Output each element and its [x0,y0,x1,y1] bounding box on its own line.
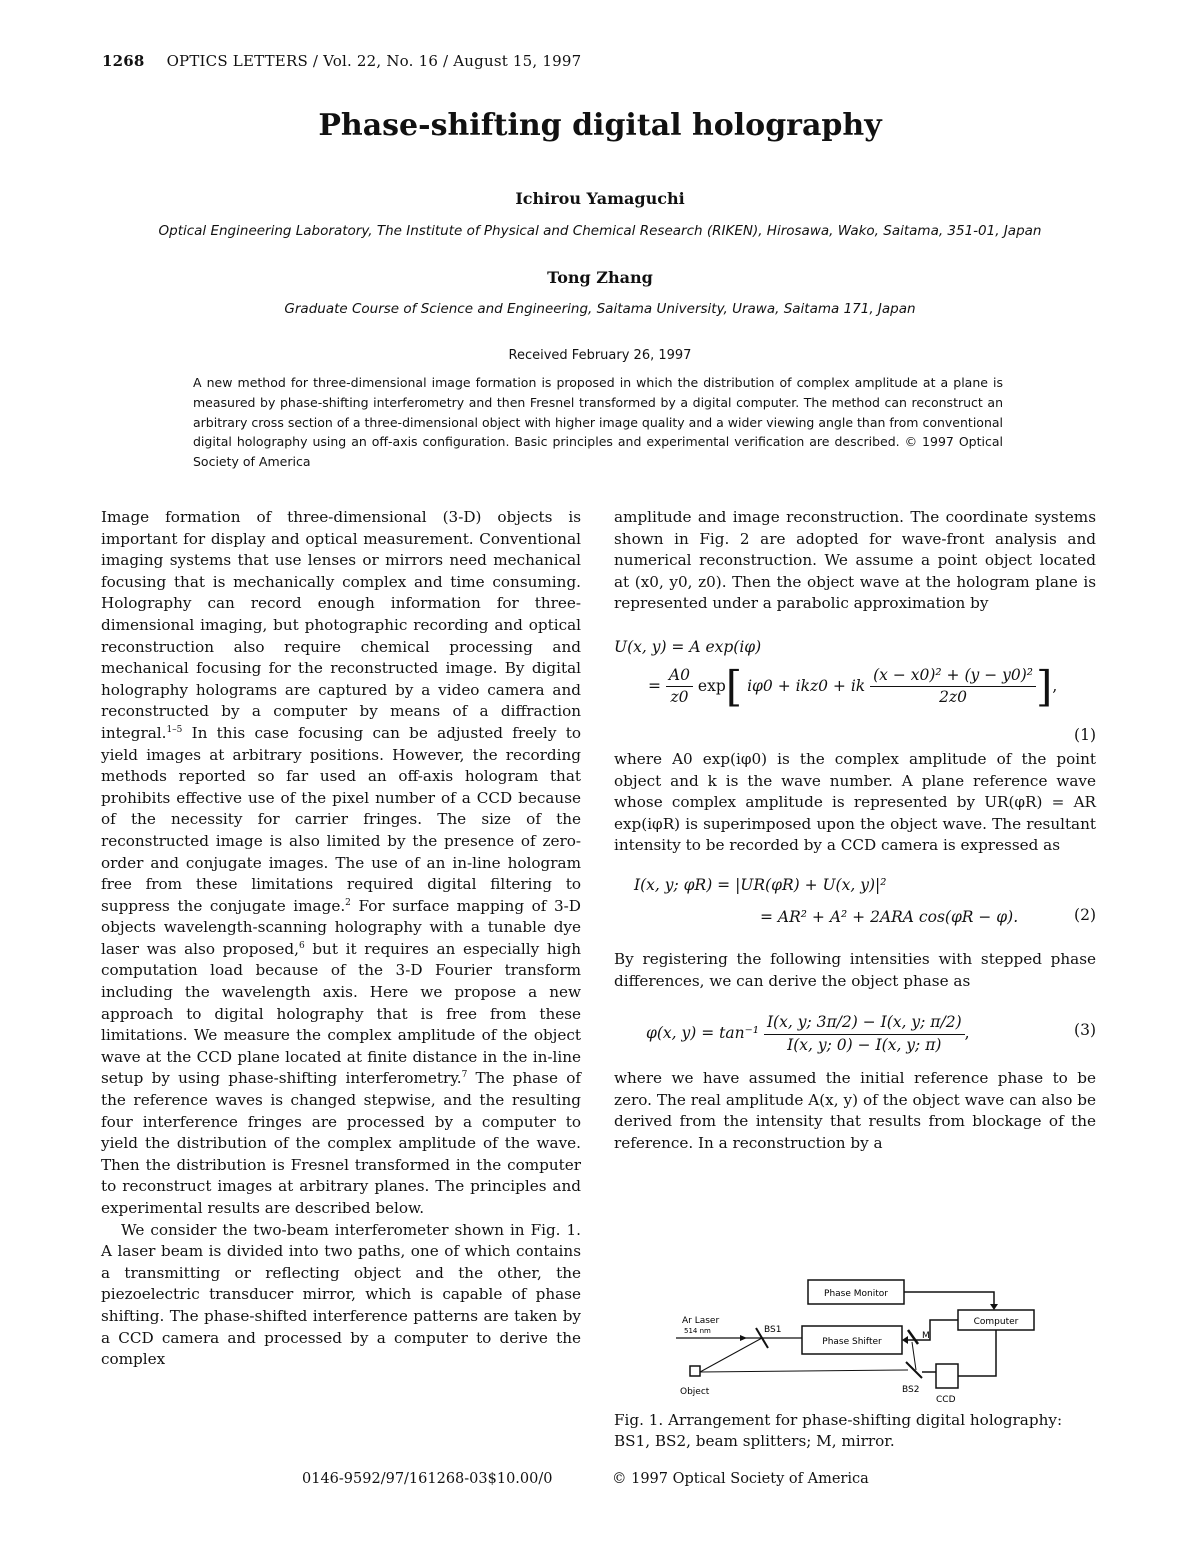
author-name: Ichirou Yamaguchi [515,189,685,208]
equation-1: U(x, y) = A exp(iφ) = $\frac{A0}{z0}$ exp[ iφ0 + ikz0 + ik $\frac{\text{(x − x0)² + (y − y0)²}}{2z0}$ ], (1) [614,637,1096,749]
abstract: A new method for three-dimensional image formation is proposed in which the distribution of complex amplitude at a plane is measured by phase-shifting interferometry and then Fresnel transformed by a digital computer. The method can reconstruct an arbitrary cross section of a three-dimensional object with higher image quality and a wider viewing angle than from conventional digital holography using an off-axis configuration. Basic principles and experimental verification are described. © 1997 Optical Society of America [193,375,1003,470]
paragraph: where we have assumed the initial reference phase to be zero. The real amplitude A(x, y) of the object wave can also be derived from the intensity that results from blockage of the reference. In a reconstruction by a [614,1069,1096,1152]
object-icon [690,1366,700,1376]
author-name: Tong Zhang [547,268,653,287]
equation-2: I(x, y; φR) = |UR(φR) + U(x, y)|² = AR² + A² + 2ARA cos(φR − φ). (2) [634,875,1096,926]
mirror [908,1330,918,1344]
wavelength-label: 514 nm [684,1327,711,1335]
paragraph: where A0 exp(iφ0) is the complex amplitude of the point object and k is the wave number. A plane reference wave whose complex amplitude is represented by UR(φR) = AR exp(iφR) is superimposed upon the object wave. The resultant intensity to be recorded by a CCD camera is expressed as [614,749,1096,855]
paragraph: amplitude and image reconstruction. The coordinate systems shown in Fig. 2 are adopted for wave-front analysis and numerical reconstruction. We assume a point object located at (x0, y0, z0). Then the object wave at the hologram plane is represented under a parabolic approximation by [614,508,1096,613]
citation-ref[interactable]: 6 [298,940,305,951]
equation-number: (3) [1074,1021,1096,1040]
running-head [102,52,581,70]
paragraph: We consider the two-beam interferometer shown in Fig. 1. A laser beam is divided into two paths, one of which contains a transmitting or reflecting object and the other, the piezoelectric transducer mirror, which is capable of phase shifting. The phase-shifted interference patterns are taken by a CCD camera and processed by a computer to derive the complex [101,1220,581,1369]
author-affiliation: Optical Engineering Laboratory, The Institute of Physical and Chemical Research (RIKEN), Hirosawa, Wako, Saitama, 351-01, Japan [158,223,1042,239]
equation-number: (2) [1074,905,1096,924]
phase-shifter-label: Phase Shifter [822,1337,882,1347]
figure-1-diagram [640,1276,1080,1406]
equation-3: φ(x, y) = tan⁻¹ $\frac{I(x, y; 3\pi/2) - I(x, y; \pi/2)}{I(x, y; 0) - I(x, y; \pi)}$ , (3) [646,1013,1096,1054]
object-label: Object [680,1387,710,1397]
footer-copyright: © 1997 Optical Society of America [612,1471,869,1487]
author-affiliation: Graduate Course of Science and Engineering, Saitama University, Urawa, Saitama 171, Japan [284,301,916,317]
left-column [101,507,581,1371]
citation-ref[interactable]: 1–5 [166,724,183,735]
equation-number: (1) [1074,725,1096,744]
m-label: M [922,1331,930,1341]
bs2-label: BS2 [902,1385,920,1395]
phase-monitor-label: Phase Monitor [824,1289,888,1299]
bs1-label: BS1 [764,1325,782,1335]
received-date: Received February 26, 1997 [508,348,692,363]
citation-ref[interactable]: 7 [461,1070,468,1081]
citation-ref[interactable]: 2 [345,897,351,908]
ccd-label: CCD [936,1395,956,1405]
journal-citation: OPTICS LETTERS / Vol. 22, No. 16 / August 15, 1997 [166,52,582,70]
laser-label: Ar Laser [682,1316,720,1326]
footer-code: 0146-9592/97/161268-03$10.00/0 [302,1471,553,1487]
paragraph: Image formation of three-dimensional (3-D) objects is important for display and optical measurement. Conventional imaging systems that use lenses or mirrors need mechanical focusing that is mechanically complex and time consuming. Holography can record enough information for three-dimensional imaging, but photographic recording and optical reconstruction also require chemical processing and mechanical focusing for the reconstructed image. By digital holography holograms are captured by a video camera and reconstructed by a computer by means of a diffraction integral.$^{1-5}$ In this case focusing can be adjusted freely to yield images at arbitrary positions. However, the recording methods reported so far used an off-axis hologram that prohibits effective use of the pixel number of a CCD because of the necessity for carrier fringes. The size of the reconstructed image is also limited by the presence of zero-order and conjugate images. The use of an in-line hologram free from these limitations required digital filtering to suppress the conjugate image.$^2$ For surface mapping of 3-D objects wavelength-scanning holography with a tunable dye laser was also proposed,$^6$ but it requires an especially high computation load because of the 3-D Fourier transform including the wavelength axis. Here we propose a new approach to digital holography that is free from these limitations. We measure the complex amplitude of the object wave at the CCD plane located at finite distance in the in-line setup by using phase-shifting interferometry.$^7$ The phase of the reference waves is changed stepwise, and the resulting four interference fringes are processed by a computer to yield the distribution of the complex amplitude of the wave. Then the distribution is Fresnel transformed in the computer to reconstruct images at arbitrary planes. The principles and experimental results are described below. [101,508,581,1217]
right-column [614,507,1096,1155]
computer-label: Computer [973,1317,1019,1327]
page-number: 1268 [102,52,145,70]
paragraph: By registering the following intensities with stepped phase differences, we can derive the object phase as [614,949,1096,990]
paper-title: Phase-shifting digital holography [318,108,882,143]
beam-splitter-2 [906,1362,922,1378]
figure-caption: Fig. 1. Arrangement for phase-shifting digital holography: BS1, BS2, beam splitters; M, mirror. [614,1411,1063,1450]
ccd-box [936,1364,958,1388]
